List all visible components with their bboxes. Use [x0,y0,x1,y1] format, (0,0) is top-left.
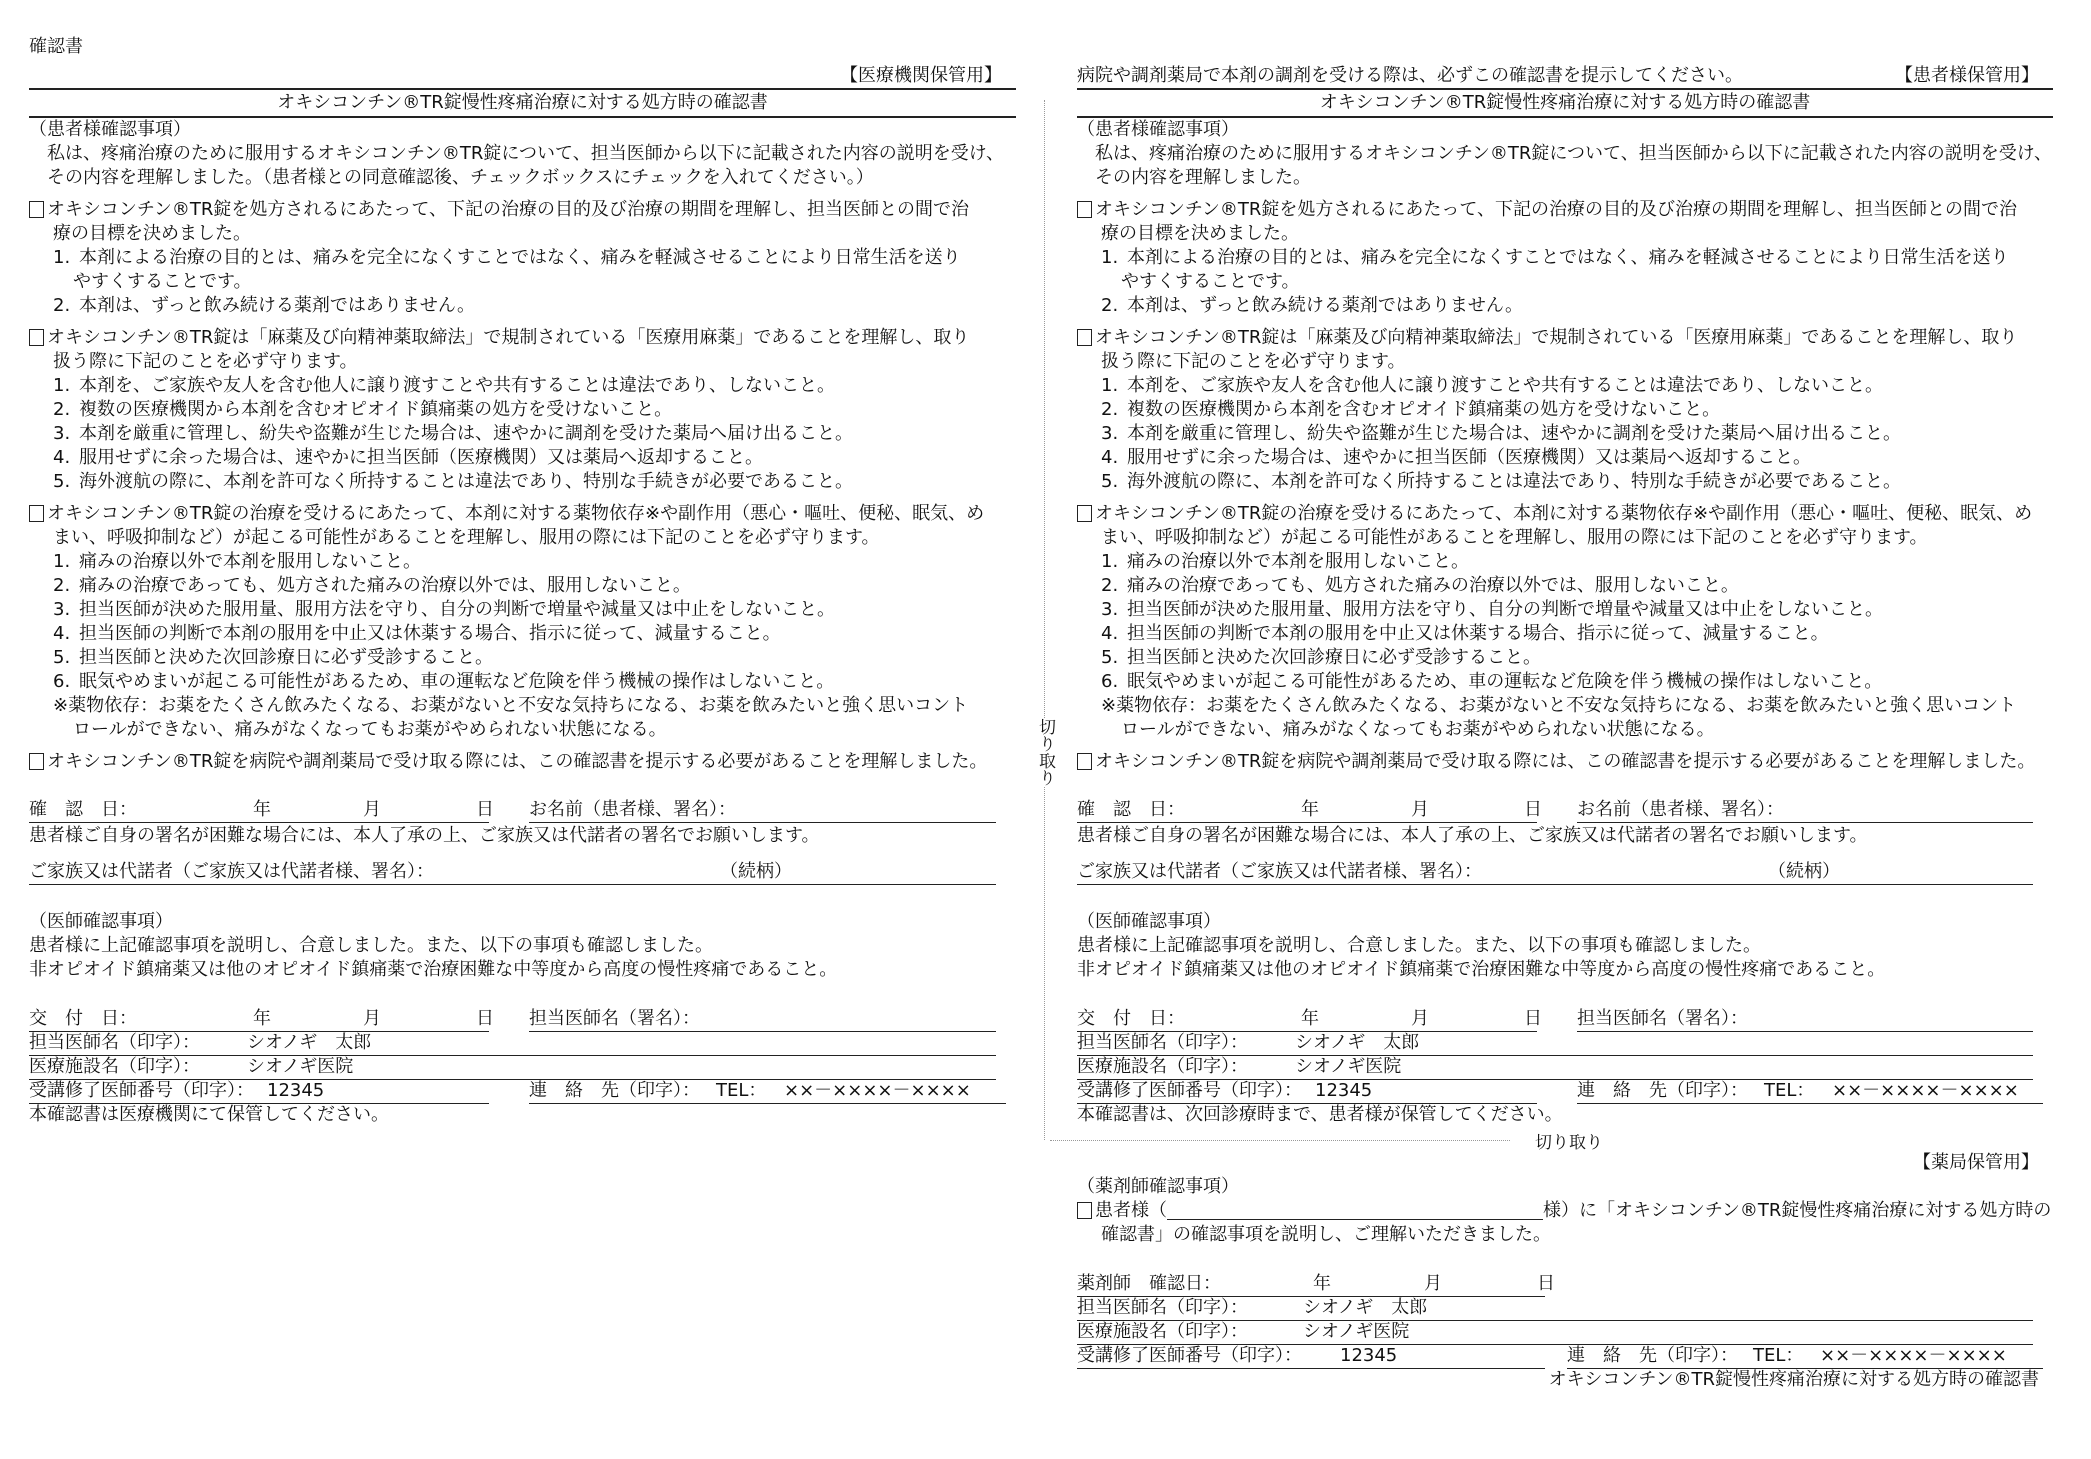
pharmacist-date-row [1077,1272,2053,1296]
check-item [29,470,1016,494]
intro-text: その内容を理解しました。 [1095,167,1311,188]
item-text: 痛みの治療以外で本剤を服用しないこと。 [1127,551,1469,572]
checkbox[interactable] [29,505,44,522]
item-number: 3. [53,599,71,620]
pharmacy-statement [1077,1223,2053,1247]
item-text: 担当医師の判断で本剤の服用を中止又は休薬する場合、指示に従って、減量すること。 [79,623,781,644]
proxy-name-field[interactable]: ご家族又は代諾者（ご家族又は代諾者様、署名）： [1077,861,1482,882]
intro-text: その内容を理解しました。（患者様との同意確認後、チェックボックスにチェックを入れてください。） [47,167,874,188]
check-text: オキシコンチン®TR錠を病院や調剤薬局で受け取る際には、この確認書を提示する必要があることを理解しました。 [47,751,988,772]
intro-line [29,166,1016,190]
form-title-text: オキシコンチン®TR錠慢性疼痛治療に対する処方時の確認書 [277,92,768,113]
underline [1577,822,2033,823]
relation-label: （続柄） [1768,861,1840,882]
proxy-note [29,824,1016,848]
contact-label: 連 絡 先（印字）： [529,1080,700,1101]
item-text: 眠気やめまいが起こる可能性があるため、車の運転など危険を伴う機械の操作はしないこと。 [1127,671,1883,692]
issue-date-row [1077,1007,2053,1031]
check-statement [1077,526,2053,550]
proxy-note-text: 患者様ご自身の署名が困難な場合には、本人了承の上、ご家族又は代諾者の署名でお願いします。 [1077,825,1868,846]
check-item [1077,374,2053,398]
dependence-note [1077,718,2053,742]
footer-title-row [1077,1368,2053,1392]
check-text: オキシコンチン®TR錠を処方されるにあたって、下記の治療の目的及び治療の期間を理解し、担当医師との間で治 [47,199,970,220]
checkbox[interactable] [1077,329,1092,346]
item-text: 本剤を、ご家族や友人を含む他人に譲り渡すことや共有することは違法であり、しないこと。 [1127,375,1883,396]
item-number: 5. [53,647,71,668]
check-statement [29,350,1016,374]
section-heading: （医師確認事項） [1077,911,1221,932]
item-text: 担当医師の判断で本剤の服用を中止又は休薬する場合、指示に従って、減量すること。 [1127,623,1829,644]
check-statement [1077,198,2053,222]
check-text: オキシコンチン®TR錠は「麻薬及び向精神薬取締法」で規制されている「医療用麻薬」であることを理解し、取り [1095,327,2018,348]
note-text: ※薬物依存：お薬をたくさん飲みたくなる、お薬がないと不安な気持ちになる、お薬を飲みたいと強く思いコント [53,695,969,716]
facility-label: 医療施設名（印字）： [1077,1056,1248,1077]
item-text: 眠気やめまいが起こる可能性があるため、車の運転など危険を伴う機械の操作はしないこと。 [79,671,835,692]
check-statement [1077,750,2053,774]
day-label: 日 [476,799,494,820]
day-label: 日 [1537,1273,1555,1294]
cert-no-label: 受講修了医師番号（印字）： [29,1080,254,1101]
form-title-text: オキシコンチン®TR錠慢性疼痛治療に対する処方時の確認書 [1319,92,1811,113]
item-text: 服用せずに余った場合は、速やかに担当医師（医療機関）又は薬局へ返却すること。 [79,447,763,468]
check-item [1077,646,2053,670]
check-statement [29,198,1016,222]
check-item [1077,398,2053,422]
storage-label: 【患者様保管用】 [1895,65,2039,86]
footer-title: オキシコンチン®TR錠慢性疼痛治療に対する処方時の確認書 [1548,1369,2039,1390]
check-item [29,246,1016,270]
facility-row [29,1055,1016,1079]
item-number: 6. [1101,671,1119,692]
check-item [1077,574,2053,598]
doctor-text: 非オピオイド鎮痛薬又は他のオピオイド鎮痛薬で治療困難な中等度から高度の慢性疼痛であること。 [29,959,838,980]
contact-label: 連 絡 先（印字）： [1567,1345,1738,1366]
underline [1077,822,1537,823]
pharmacy-keep-row [1077,1151,2053,1175]
storage-label: 【薬局保管用】 [1913,1152,2039,1173]
dependence-note [29,694,1016,718]
item-number: 1. [53,375,71,396]
form-title [1077,90,2053,118]
item-text: 本剤を厳重に管理し、紛失や盗難が生じた場合は、速やかに調剤を受けた薬局へ届け出ること。 [1127,423,1901,444]
cert-no-label: 受講修了医師番号（印字）： [1077,1080,1302,1101]
vertical-cut-line [1044,100,1045,1140]
check-item [1077,470,2053,494]
check-item [29,598,1016,622]
storage-label: 【医療機関保管用】 [840,65,1002,86]
checkbox[interactable] [1077,505,1092,522]
storage-note-text: 本確認書は医療機関にて保管してください。 [29,1104,389,1125]
check-text: 扱う際に下記のことを必ず守ります。 [1101,351,1406,372]
check-item [29,422,1016,446]
issue-date-label: 交 付 日： [29,1008,137,1029]
facility-row [1077,1320,2053,1344]
cert-contact-row [1077,1344,2053,1368]
check-item [29,550,1016,574]
check-statement [1077,326,2053,350]
check-statement [29,750,1016,774]
check-item [1077,270,2053,294]
item-number: 2. [1101,575,1119,596]
section-heading: （薬剤師確認事項） [1077,1176,1239,1197]
underline [29,884,996,885]
doctor-heading [29,910,1016,934]
item-text: 担当医師が決めた服用量、服用方法を守り、自分の判断で増量や減量又は中止をしないこと。 [79,599,835,620]
item-number: 3. [1101,423,1119,444]
item-number: 1. [1101,375,1119,396]
checkbox[interactable] [1077,201,1092,218]
checkbox[interactable] [1077,1202,1092,1219]
checkbox[interactable] [29,201,44,218]
intro-line [29,142,1016,166]
check-text: オキシコンチン®TR錠の治療を受けるにあたって、本剤に対する薬物依存※や副作用（悪心・嘔吐、便秘、眠気、め [47,503,985,524]
pharmacy-text: 確認書」の確認事項を説明し、ご理解いただきました。 [1101,1224,1551,1245]
check-text: 療の目標を決めました。 [1101,223,1299,244]
issue-date-row [29,1007,1016,1031]
item-text: 本剤を、ご家族や友人を含む他人に譲り渡すことや共有することは違法であり、しないこと。 [79,375,835,396]
patient-copy [1077,64,2053,1392]
intro-line [1077,142,2053,166]
patient-heading [29,118,1016,142]
horizontal-cut-line [1050,1140,1510,1141]
doctor-text: 患者様に上記確認事項を説明し、合意しました。また、以下の事項も確認しました。 [1077,935,1761,956]
intro-text: 私は、疼痛治療のために服用するオキシコンチン®TR錠について、担当医師から以下に記載された内容の説明を受け、 [47,143,1004,164]
item-text: 痛みの治療以外で本剤を服用しないこと。 [79,551,421,572]
intro-line [1077,166,2053,190]
tel-value: ××－××××－×××× [1820,1345,2007,1366]
doctor-print-row [1077,1031,2053,1055]
item-text: 本剤を厳重に管理し、紛失や盗難が生じた場合は、速やかに調剤を受けた薬局へ届け出ること。 [79,423,853,444]
cert-contact-row [29,1079,1016,1103]
storage-note [29,1103,1016,1127]
dependence-note [29,718,1016,742]
doctor-signature-field[interactable]: 担当医師名（署名）： [1577,1008,1748,1029]
storage-note-text: 本確認書は、次回診療時まで、患者様が保管してください。 [1077,1104,1563,1125]
item-number: 1. [53,247,71,268]
day-label: 日 [1524,799,1542,820]
facility-name: シオノギ医院 [1295,1056,1402,1077]
check-item [1077,670,2053,694]
note-text: ※薬物依存：お薬をたくさん飲みたくなる、お薬がないと不安な気持ちになる、お薬を飲みたいと強く思いコント [1101,695,2017,716]
item-number: 5. [1101,647,1119,668]
item-text: やすくすることです。 [1121,271,1300,292]
item-text: 痛みの治療であっても、処方された痛みの治療以外では、服用しないこと。 [1127,575,1739,596]
check-statement [1077,502,2053,526]
item-number: 3. [53,423,71,444]
confirm-date-label: 確 認 日： [1077,799,1185,820]
panel-header [1077,64,2053,90]
year-label: 年 [253,1008,271,1029]
item-number: 2. [1101,399,1119,420]
item-number: 2. [1101,295,1119,316]
confirm-date-row [1077,798,2053,822]
doctor-statement [29,934,1016,958]
check-text: オキシコンチン®TR錠の治療を受けるにあたって、本剤に対する薬物依存※や副作用（悪心・嘔吐、便秘、眠気、め [1095,503,2033,524]
day-label: 日 [1524,1008,1542,1029]
check-item [1077,446,2053,470]
item-number: 5. [53,471,71,492]
item-text: 複数の医療機関から本剤を含むオピオイド鎮痛薬の処方を受けないこと。 [79,399,673,420]
facility-label: 医療施設名（印字）： [29,1056,200,1077]
item-number: 2. [53,575,71,596]
check-item [29,374,1016,398]
pharmacy-text: 様）に「オキシコンチン®TR錠慢性疼痛治療に対する処方時の [1543,1200,2052,1221]
underline [1077,884,2033,885]
document-label: 確認書 [29,36,83,57]
month-label: 月 [363,799,381,820]
doctor-name: シオノギ 太郎 [1295,1032,1420,1053]
form-title [29,90,1016,118]
cert-no-label: 受講修了医師番号（印字）： [1077,1345,1302,1366]
check-statement [29,526,1016,550]
facility-name: シオノギ医院 [1303,1321,1410,1342]
item-text: 本剤による治療の目的とは、痛みを完全になくすことではなく、痛みを軽減させることにより日常生活を送り [79,247,961,268]
doctor-signature-field[interactable]: 担当医師名（署名）： [529,1008,700,1029]
item-text: 複数の医療機関から本剤を含むオピオイド鎮痛薬の処方を受けないこと。 [1127,399,1721,420]
item-number: 4. [1101,623,1119,644]
check-text: まい、呼吸抑制など）が起こる可能性があることを理解し、服用の際には下記のことを必ず守ります。 [53,527,880,548]
underline [29,822,489,823]
item-text: 海外渡航の際に、本剤を許可なく所持することは違法であり、特別な手続きが必要であること。 [1127,471,1901,492]
item-number: 1. [1101,247,1119,268]
notice-text: 病院や調剤薬局で本剤の調剤を受ける際は、必ずこの確認書を提示してください。 [1077,65,1743,86]
item-text: 本剤による治療の目的とは、痛みを完全になくすことではなく、痛みを軽減させることにより日常生活を送り [1127,247,2009,268]
underline [529,822,996,823]
check-text: オキシコンチン®TR錠を病院や調剤薬局で受け取る際には、この確認書を提示する必要があることを理解しました。 [1095,751,2036,772]
proxy-note [1077,824,2053,848]
check-item [29,446,1016,470]
check-item [1077,422,2053,446]
facility-name: シオノギ医院 [247,1056,354,1077]
year-label: 年 [253,799,271,820]
check-text: 扱う際に下記のことを必ず守ります。 [53,351,358,372]
check-item [29,398,1016,422]
item-number: 1. [53,551,71,572]
item-number: 3. [1101,599,1119,620]
year-label: 年 [1301,1008,1319,1029]
check-text: オキシコンチン®TR錠を処方されるにあたって、下記の治療の目的及び治療の期間を理解し、担当医師との間で治 [1095,199,2018,220]
doctor-print-label: 担当医師名（印字）： [1077,1297,1248,1318]
doctor-print-row [1077,1296,2053,1320]
item-text: 痛みの治療であっても、処方された痛みの治療以外では、服用しないこと。 [79,575,691,596]
facility-row [1077,1055,2053,1079]
issue-date-label: 交 付 日： [1077,1008,1185,1029]
intro-text: 私は、疼痛治療のために服用するオキシコンチン®TR錠について、担当医師から以下に記載された内容の説明を受け、 [1095,143,2052,164]
doctor-print-label: 担当医師名（印字）： [29,1032,200,1053]
confirm-date-label: 確 認 日： [29,799,137,820]
month-label: 月 [1424,1273,1442,1294]
month-label: 月 [1411,799,1429,820]
tel-label: TEL： [716,1080,767,1101]
check-statement [29,502,1016,526]
checkbox[interactable] [1077,753,1092,770]
relation-label: （続柄） [720,861,792,882]
dependence-note [1077,694,2053,718]
doctor-statement [29,958,1016,982]
day-label: 日 [476,1008,494,1029]
year-label: 年 [1313,1273,1331,1294]
section-heading: （患者様確認事項） [29,119,191,140]
doctor-print-label: 担当医師名（印字）： [1077,1032,1248,1053]
doctor-print-row [29,1031,1016,1055]
pharmacy-statement [1077,1199,2053,1223]
proxy-name-field[interactable]: ご家族又は代諾者（ご家族又は代諾者様、署名）： [29,861,434,882]
facility-label: 医療施設名（印字）： [1077,1321,1248,1342]
proxy-row [29,860,1016,884]
check-item [29,574,1016,598]
pharmacy-heading [1077,1175,2053,1199]
cert-no: 12345 [267,1080,325,1101]
patient-heading [1077,118,2053,142]
item-number: 4. [1101,447,1119,468]
item-text: 海外渡航の際に、本剤を許可なく所持することは違法であり、特別な手続きが必要であること。 [79,471,853,492]
horizontal-cut-label: 切り取り [1535,1133,1603,1153]
check-text: まい、呼吸抑制など）が起こる可能性があることを理解し、服用の際には下記のことを必ず守ります。 [1101,527,1928,548]
tel-label: TEL： [1764,1080,1815,1101]
doctor-statement [1077,958,2053,982]
check-item [29,670,1016,694]
note-text: ロールができない、痛みがなくなってもお薬がやめられない状態になる。 [1121,719,1715,740]
doctor-name: シオノギ 太郎 [1303,1297,1428,1318]
check-item [1077,246,2053,270]
check-text: 療の目標を決めました。 [53,223,251,244]
item-number: 5. [1101,471,1119,492]
item-number: 1. [1101,551,1119,572]
check-item [1077,550,2053,574]
patient-name-field[interactable]: お名前（患者様、署名）： [529,799,736,820]
panel-header [29,64,1016,90]
check-item [29,646,1016,670]
item-text: 本剤は、ずっと飲み続ける薬剤ではありません。 [79,295,475,316]
checkbox[interactable] [29,329,44,346]
item-text: やすくすることです。 [73,271,252,292]
item-number: 2. [53,295,71,316]
tel-label: TEL： [1753,1345,1804,1366]
contact-label: 連 絡 先（印字）： [1577,1080,1748,1101]
cert-no: 12345 [1340,1345,1398,1366]
check-item [29,270,1016,294]
check-item [29,294,1016,318]
check-text: オキシコンチン®TR錠は「麻薬及び向精神薬取締法」で規制されている「医療用麻薬」であることを理解し、取り [47,327,970,348]
tel-value: ××－××××－×××× [784,1080,971,1101]
doctor-name: シオノギ 太郎 [247,1032,372,1053]
check-item [1077,622,2053,646]
proxy-row [1077,860,2053,884]
item-number: 4. [53,623,71,644]
doctor-text: 非オピオイド鎮痛薬又は他のオピオイド鎮痛薬で治療困難な中等度から高度の慢性疼痛であること。 [1077,959,1886,980]
check-statement [29,222,1016,246]
item-text: 担当医師が決めた服用量、服用方法を守り、自分の判断で増量や減量又は中止をしないこと。 [1127,599,1883,620]
check-item [1077,598,2053,622]
doctor-statement [1077,934,2053,958]
cert-no: 12345 [1315,1080,1373,1101]
check-statement [29,326,1016,350]
month-label: 月 [1411,1008,1429,1029]
cert-contact-row [1077,1079,2053,1103]
pharmacy-text: 患者様（ [1095,1200,1167,1221]
pharmacist-date-label: 薬剤師 確認日： [1077,1273,1221,1294]
item-number: 2. [53,399,71,420]
tel-value: ××－××××－×××× [1832,1080,2019,1101]
confirm-date-row [29,798,1016,822]
proxy-note-text: 患者様ご自身の署名が困難な場合には、本人了承の上、ご家族又は代諾者の署名でお願いします。 [29,825,820,846]
item-number: 6. [53,671,71,692]
check-item [1077,294,2053,318]
section-heading: （医師確認事項） [29,911,173,932]
check-item [29,622,1016,646]
item-text: 担当医師と決めた次回診療日に必ず受診すること。 [1127,647,1541,668]
month-label: 月 [363,1008,381,1029]
check-statement [1077,350,2053,374]
medical-institution-copy [29,64,1016,1127]
vertical-cut-label: 切り取り [1035,718,1055,786]
doctor-heading [1077,910,2053,934]
note-text: ロールができない、痛みがなくなってもお薬がやめられない状態になる。 [73,719,667,740]
item-text: 本剤は、ずっと飲み続ける薬剤ではありません。 [1127,295,1523,316]
item-text: 担当医師と決めた次回診療日に必ず受診すること。 [79,647,493,668]
storage-note [1077,1103,2053,1127]
section-heading: （患者様確認事項） [1077,119,1239,140]
patient-name-blank[interactable] [1167,1201,1543,1220]
year-label: 年 [1301,799,1319,820]
patient-name-field[interactable]: お名前（患者様、署名）： [1577,799,1784,820]
check-statement [1077,222,2053,246]
item-text: 服用せずに余った場合は、速やかに担当医師（医療機関）又は薬局へ返却すること。 [1127,447,1811,468]
checkbox[interactable] [29,753,44,770]
doctor-text: 患者様に上記確認事項を説明し、合意しました。また、以下の事項も確認しました。 [29,935,713,956]
item-number: 4. [53,447,71,468]
